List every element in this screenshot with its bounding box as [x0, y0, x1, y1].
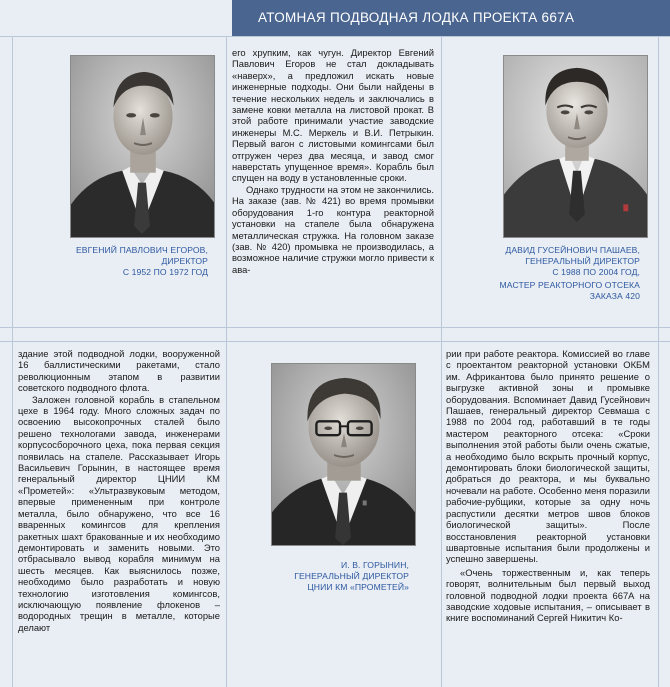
- caption-pashaev-order: ЗАКАЗА 420: [589, 291, 640, 301]
- grid-vertical-right: [441, 36, 442, 687]
- caption-gorynin-name: И. В. ГОРЫНИН,: [340, 560, 409, 570]
- paragraph: здание этой подводной лодки, вооруженной 16 баллистическими ракетами, стало революционным этапом в развитии советского подводного флота.: [18, 348, 220, 394]
- grid-horizontal-mid2: [0, 341, 670, 342]
- paragraph: Однако трудности на этом не закончились. На заказе (зав. № 421) во время промывки оборудования 1-го контура реакторной установки на стапеле была обнаружена металлическая стружка. На головном заказе (зав. № 420) промывка не производилась, а возможное наличие стружки могло привести к ава-: [232, 183, 434, 275]
- caption-gorynin: [271, 560, 409, 593]
- caption-pashaev-years: С 1988 ПО 2004 ГОД,: [552, 267, 640, 277]
- text-column-bottom-right: [446, 348, 650, 624]
- caption-gorynin-org: ЦНИИ КМ «ПРОМЕТЕЙ»: [307, 582, 409, 592]
- grid-horizontal-mid: [0, 327, 670, 328]
- grid-vertical-edge-left: [12, 36, 13, 687]
- caption-egorov: [70, 245, 208, 278]
- text-column-bottom-left: [18, 348, 220, 633]
- photo-egorov: [70, 55, 215, 238]
- caption-pashaev: [470, 245, 640, 302]
- caption-pashaev-name: ДАВИД ГУСЕЙНОВИЧ ПАШАЕВ,: [505, 245, 640, 255]
- photo-gorynin: [271, 363, 416, 546]
- grid-vertical-edge-right: [658, 36, 659, 687]
- photo-pashaev: [503, 55, 648, 238]
- grid-horizontal-top: [0, 36, 670, 37]
- paragraph: рии при работе реактора. Комиссией во главе с проектантом реакторной установки ОКБМ им. Африкантова было принято решение о выгрузке активной зоны и промывке оборудования. Вспоминает Давид Гусейнович Пашаев, генеральный директор Севмаша с 1988 по 2004 год, работавший в те годы мастером реакторного отсека: «Сроки выполнения этой работы были очень сжатые, а необходимо было вскрыть прочный корпус, демонтировать блоки биологической защиты, добраться до реактора, и мы буквально ночевали на работе. Особенно меня поразили рабочие-рубщики, которые за одну ночь распустили десятки метров швов блоков биологической защиты». После восстановления реакторной установки швартовные испытания были продолжены и успешно завершены.: [446, 348, 650, 565]
- caption-egorov-years: С 1952 ПО 1972 ГОД: [122, 267, 208, 277]
- paragraph: «Очень торжественным и, как теперь говорят, волнительным был первый выход головной подводной лодки проекта 667А на заводские ходовые испытания, – описывает в книге воспоминаний Сергей Никитич Ко-: [446, 566, 650, 624]
- caption-pashaev-role2: МАСТЕР РЕАКТОРНОГО ОТСЕКА: [499, 280, 640, 290]
- caption-egorov-name: ЕВГЕНИЙ ПАВЛОВИЧ ЕГОРОВ,: [75, 245, 208, 255]
- paragraph: Заложен головной корабль в стапельном цехе в 1964 году. Много сложных задач по освоению высокопрочных сталей было решено технологами завода, инженерами корпусосборочного цеха, пока первая секция появилась на стапеле. Рассказывает Игорь Васильевич Горынин, в настоящее время генеральный директор ЦНИИ КМ «Прометей»: «Ультразвуковым методом, впервые примененным при контроле металла, было обнаружено, что все 16 вваренных комингсов для крепления ракетных шахт бракованные и их необходимо демонтировать и заменить новыми. Это отбрасывало вывод корабля минимум на шесть месяцев. Как выяснилось позже, необходимо было разработать и новую технологию изготовления комингсов, исключающую появление флокенов – водородных трещин в металле, которые делают: [18, 393, 220, 633]
- paragraph: его хрупким, как чугун. Директор Евгений Павлович Егоров не стал докладывать «наверх», а предложил искать новые инженерные подходы. Они были найдены в течение нескольких недель и заключались в замене ковки металла на листовой прокат. В этой работе принимали участие заводские инженеры М.С. Меркель и В.И. Петрыкин. Первый вагон с листовыми комингсами был отгружен через два месяца, и завод смог наверстать упущенное время». Корабль был спущен на воду в установленные сроки.: [232, 47, 434, 184]
- caption-gorynin-role: ГЕНЕРАЛЬНЫЙ ДИРЕКТОР: [294, 571, 409, 581]
- page-title: АТОМНАЯ ПОДВОДНАЯ ЛОДКА ПРОЕКТА 667А: [258, 10, 575, 25]
- caption-egorov-role: ДИРЕКТОР: [161, 256, 208, 266]
- grid-vertical-left: [226, 36, 227, 687]
- text-column-top-middle: [232, 47, 434, 275]
- caption-pashaev-role: ГЕНЕРАЛЬНЫЙ ДИРЕКТОР: [525, 256, 640, 266]
